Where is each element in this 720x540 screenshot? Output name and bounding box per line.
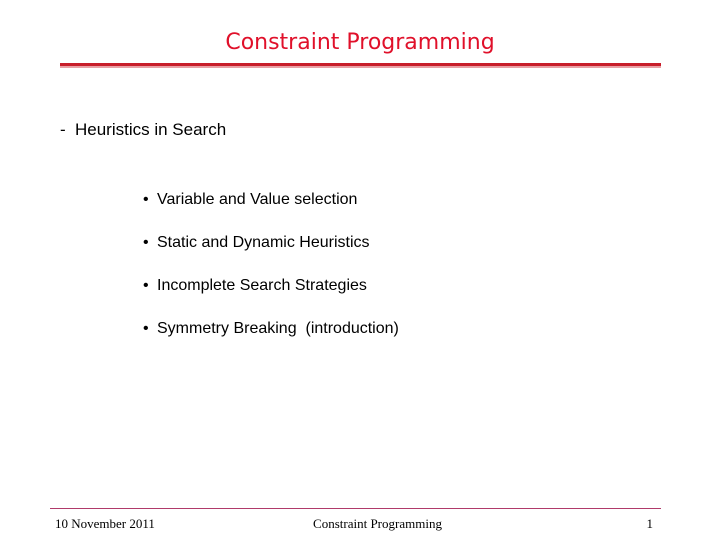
sub-bullet-text: Variable and Value selection [157, 191, 358, 208]
slide-title: Constraint Programming [225, 30, 495, 55]
main-bullet-text: Heuristics in Search [75, 120, 227, 139]
sub-bullet-list [143, 190, 399, 362]
footer-divider [50, 508, 661, 509]
sub-bullet-item [143, 190, 399, 210]
sub-bullet-item [143, 276, 399, 296]
sub-bullet-text: Static and Dynamic Heuristics [157, 234, 370, 251]
sub-bullet-text: Incomplete Search Strategies [157, 277, 367, 294]
title-underline-shadow [60, 66, 661, 68]
sub-bullet-text: Symmetry Breaking (introduction) [157, 320, 399, 337]
sub-bullet-item [143, 233, 399, 253]
sub-bullet-item [143, 319, 399, 339]
page-number: 1 [646, 516, 653, 531]
footer-title: Constraint Programming [313, 516, 442, 531]
main-bullet [60, 119, 226, 141]
footer-date: 10 November 2011 [55, 516, 155, 531]
bullet-marker: • [143, 320, 149, 337]
bullet-marker: • [143, 277, 149, 294]
bullet-marker: • [143, 234, 149, 251]
dash-bullet-marker: - [60, 120, 66, 139]
bullet-marker: • [143, 191, 149, 208]
